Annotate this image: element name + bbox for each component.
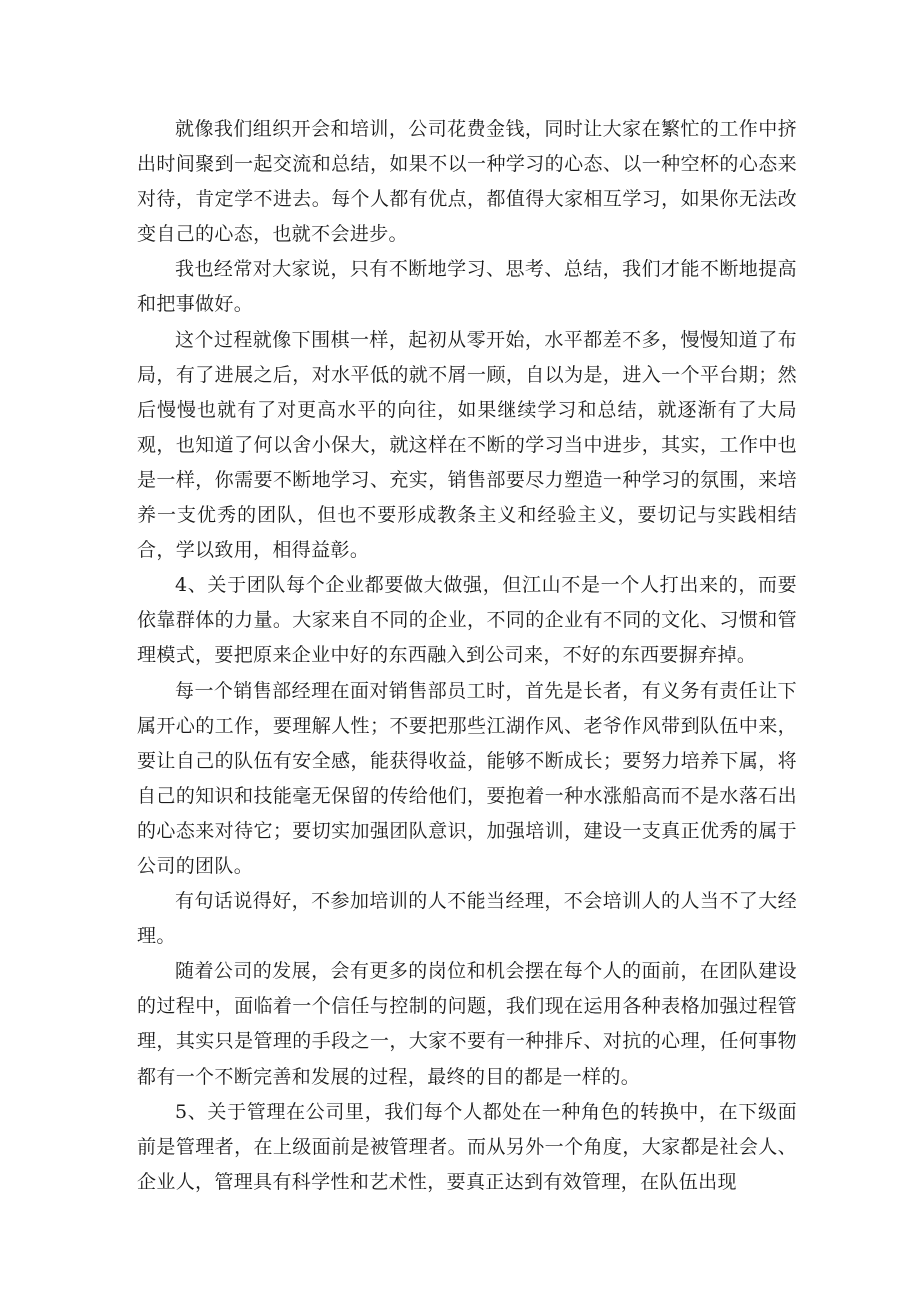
paragraph-5: 每一个销售部经理在面对销售部员工时，首先是长者，有义务有责任让下属开心的工作，要理解人性；不要把那些江湖作风、老爷作风带到队伍中来，要让自己的队伍有安全感，能获得收益，能够不断成长；要努力培养下属，将自己的知识和技能毫无保留的传给他们，要抱着一种水涨船高而不是水落石出的心态来对待它；要切实加强团队意识，加强培训，建设一支真正优秀的属于公司的团队。	[137, 679, 797, 877]
paragraph-1: 就像我们组织开会和培训，公司花费金钱，同时让大家在繁忙的工作中挤出时间聚到一起交流和总结，如果不以一种学习的心态、以一种空杯的心态来对待，肯定学不进去。每个人都有优点，都值得大家相互学习，如果你无法改变自己的心态，也就不会进步。	[137, 118, 797, 246]
document-body	[137, 112, 797, 1200]
paragraph-7: 随着公司的发展，会有更多的岗位和机会摆在每个人的面前，在团队建设的过程中，面临着一个信任与控制的问题，我们现在运用各种表格加强过程管理，其实只是管理的手段之一，大家不要有一种排斥、对抗的心理，任何事物都有一个不断完善和发展的过程，最终的目的都是一样的。	[137, 960, 797, 1088]
paragraph-3: 这个过程就像下围棋一样，起初从零开始，水平都差不多，慢慢知道了布局，有了进展之后，对水平低的就不屑一顾，自以为是，进入一个平台期；然后慢慢也就有了对更高水平的向往，如果继续学习和总结，就逐渐有了大局观，也知道了何以舍小保大，就这样在不断的学习当中进步，其实，工作中也是一样，你需要不断地学习、充实，销售部要尽力塑造一种学习的氛围，来培养一支优秀的团队，但也不要形成教条主义和经验主义，要切记与实践相结合，学以致用，相得益彰。	[137, 328, 797, 562]
paragraph-4: 4、关于团队每个企业都要做大做强，但江山不是一个人打出来的，而要依靠群体的力量。大家来自不同的企业，不同的企业有不同的文化、习惯和管理模式，要把原来企业中好的东西融入到公司来，不好的东西要摒弃掉。	[137, 574, 797, 667]
paragraph-2: 我也经常对大家说，只有不断地学习、思考、总结，我们才能不断地提高和把事做好。	[137, 258, 797, 316]
paragraph-6: 有句话说得好，不参加培训的人不能当经理，不会培训人的人当不了大经理。	[137, 890, 797, 948]
paragraph-8: 5、关于管理在公司里，我们每个人都处在一种角色的转换中，在下级面前是管理者，在上级面前是被管理者。而从另外一个角度，大家都是社会人、企业人，管理具有科学性和艺术性，要真正达到有效管理，在队伍出现	[137, 1100, 797, 1193]
